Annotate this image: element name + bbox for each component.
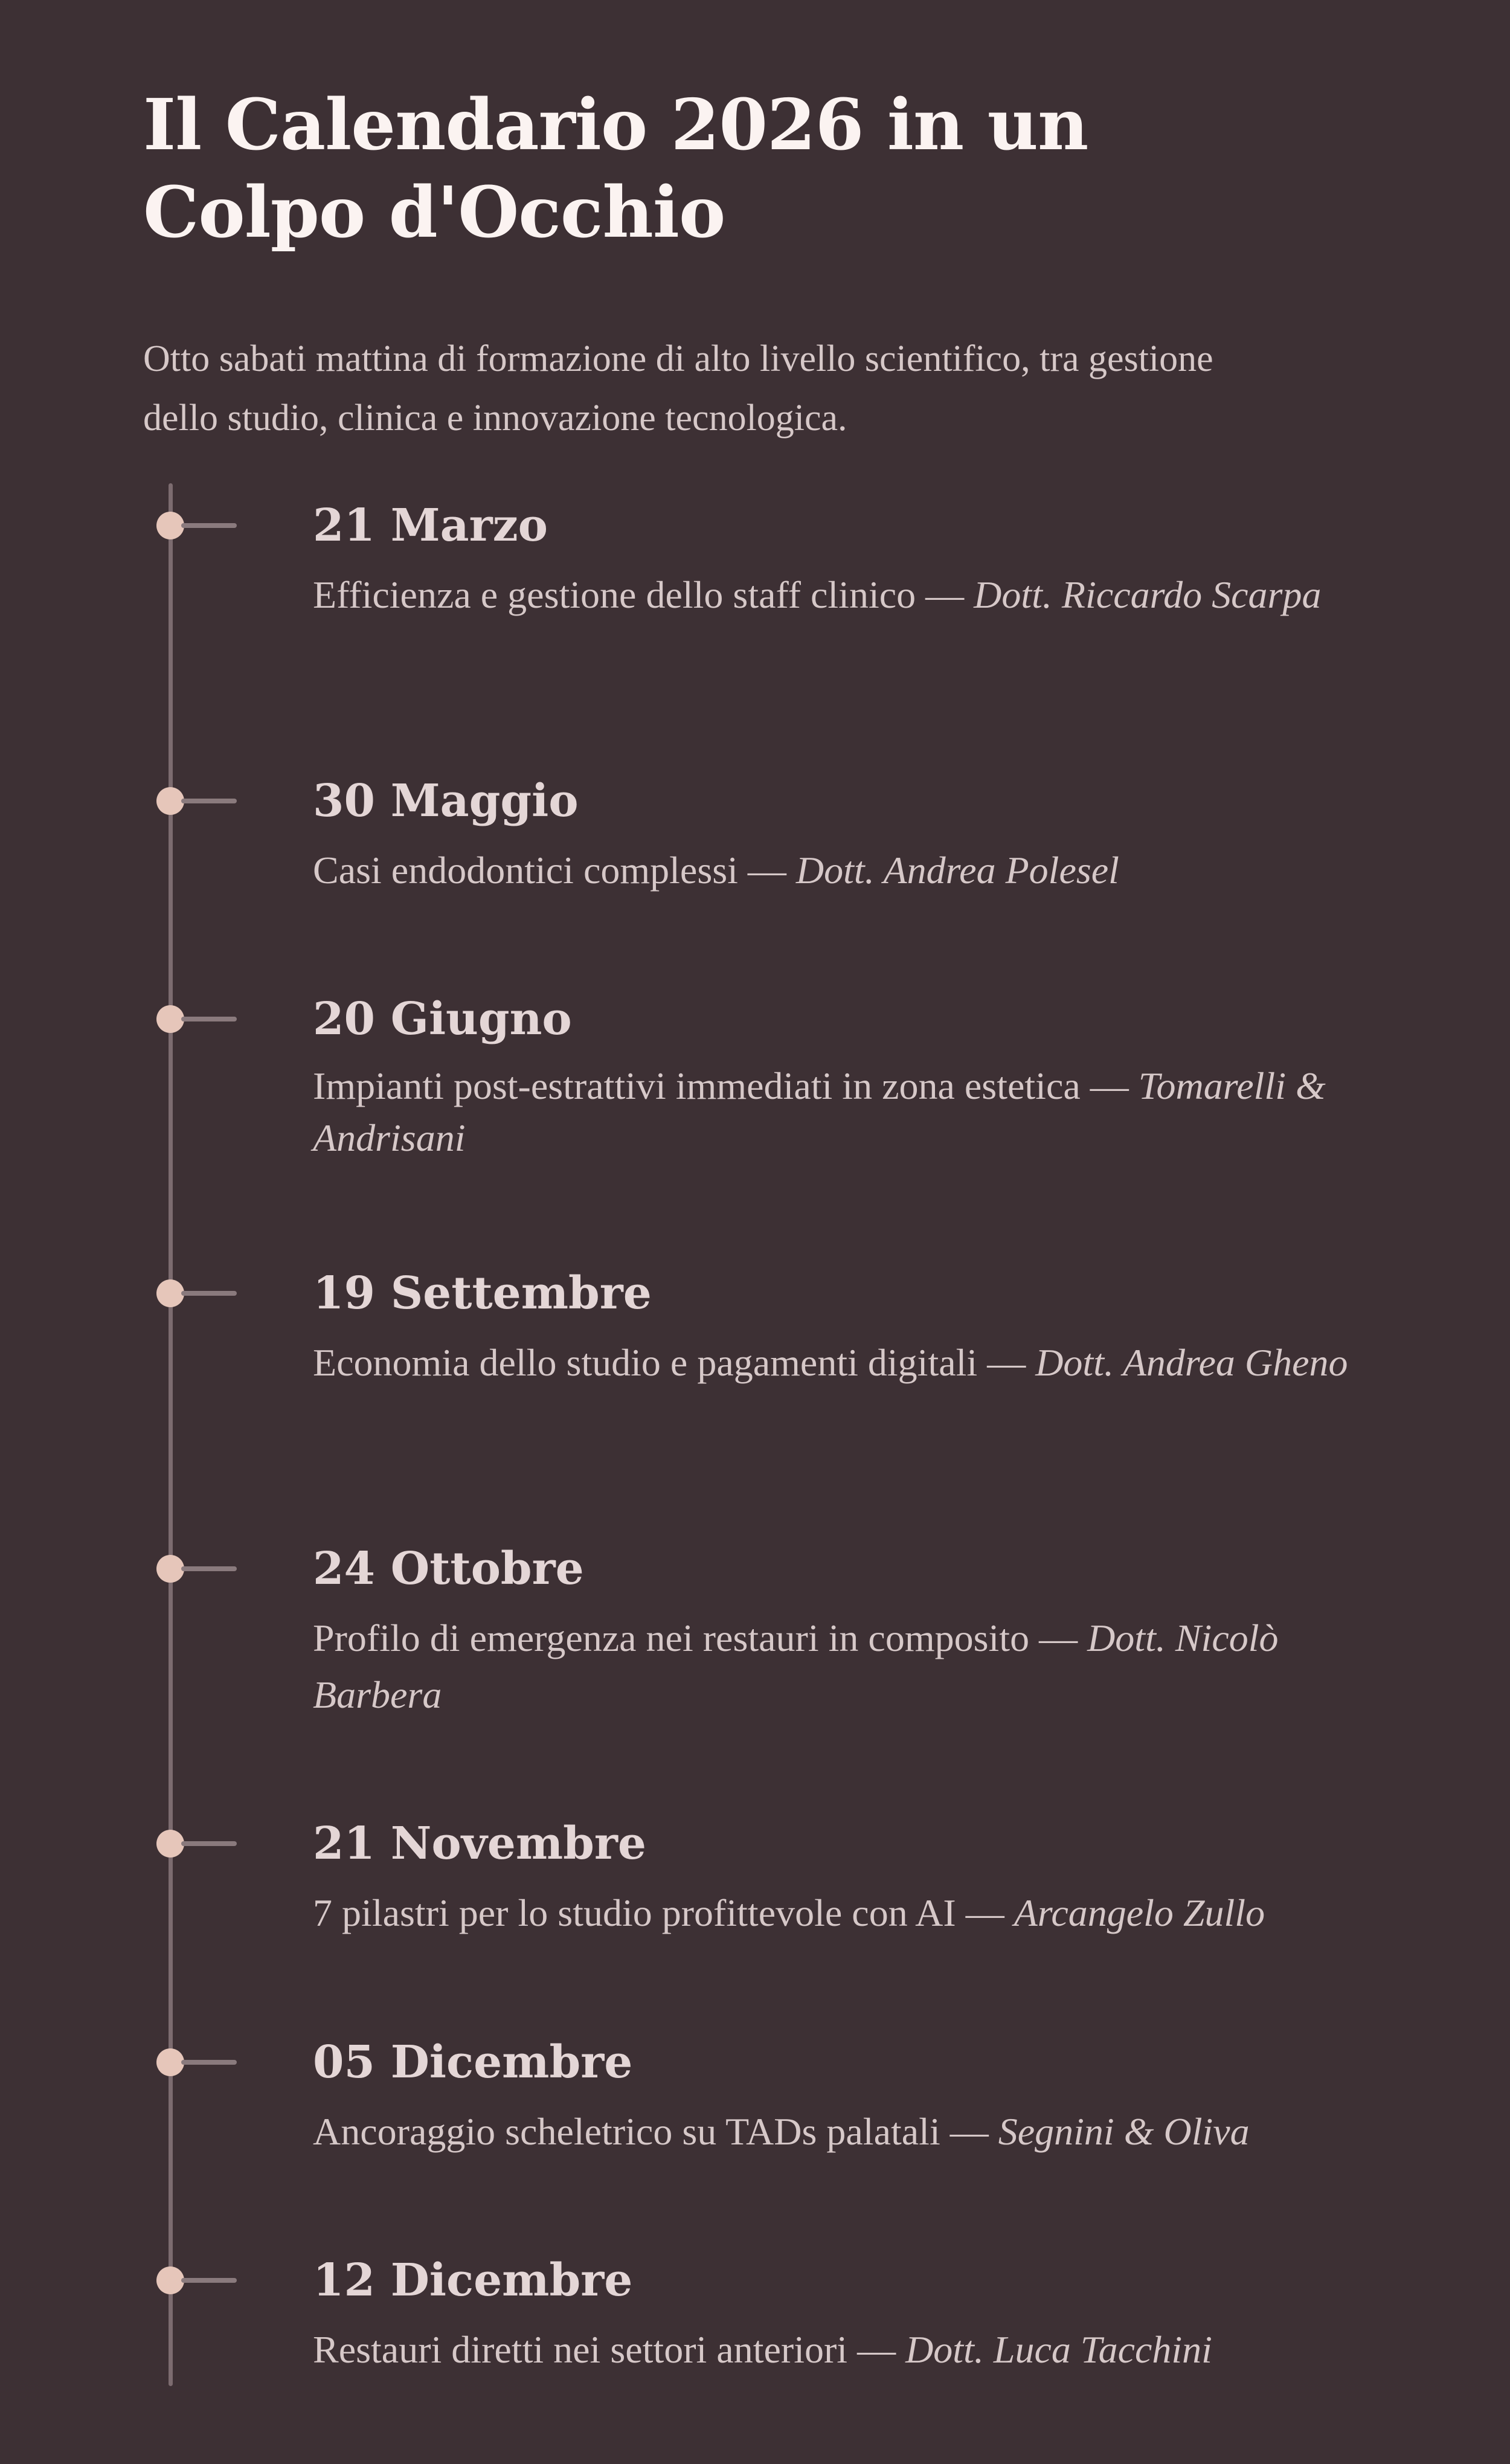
event-date: 05 Dicembre — [313, 2036, 633, 2088]
event-speaker: Dott. Andrea Polesel — [795, 849, 1119, 892]
event-topic: Economia dello studio e pagamenti digitali — [313, 1341, 978, 1384]
event-topic: Profilo di emergenza nei restauri in composito — [313, 1616, 1030, 1659]
event-speaker: Dott. Nicolò Barbera — [313, 1616, 1279, 1716]
intro-text: Otto sabati mattina di formazione di alto livello scientifico, tra gestione dello studio, clinica e innovazione tecnologica. — [143, 338, 1213, 439]
timeline-tick — [181, 1566, 237, 1571]
event-topic: Restauri diretti nei settori anteriori — [313, 2328, 848, 2371]
timeline-line — [169, 483, 173, 2386]
event-topic: Casi endodontici complessi — [313, 849, 738, 892]
event-speaker: Segnini & Oliva — [998, 2110, 1250, 2153]
event-description — [313, 567, 1364, 623]
page-title: Il Calendario 2026 in un Colpo d'Occhio — [143, 84, 1088, 254]
event-description — [313, 2103, 1364, 2160]
event-separator: — — [916, 573, 974, 616]
event-date: 12 Dicembre — [313, 2254, 633, 2306]
timeline-dot — [156, 1830, 184, 1858]
timeline-tick — [181, 1017, 237, 1021]
event-speaker: Tomarelli & Andrisani — [313, 1064, 1326, 1159]
timeline-dot — [156, 1279, 184, 1307]
event-separator: — — [847, 2328, 906, 2371]
timeline-tick — [181, 799, 237, 803]
timeline-dot — [156, 512, 184, 539]
event-separator: — — [940, 2110, 998, 2153]
event-topic: Impianti post-estrattivi immediati in zona estetica — [313, 1064, 1081, 1107]
event-speaker: Dott. Riccardo Scarpa — [974, 573, 1322, 616]
event-description — [313, 2321, 1364, 2378]
event-separator: — — [956, 1891, 1014, 1934]
timeline-tick — [181, 523, 237, 528]
event-separator: — — [1029, 1616, 1088, 1659]
event-topic: 7 pilastri per lo studio profittevole con AI — [313, 1891, 956, 1934]
timeline-tick — [181, 1841, 237, 1846]
event-description — [313, 1885, 1364, 1941]
event-speaker: Dott. Andrea Gheno — [1035, 1341, 1348, 1384]
event-speaker: Arcangelo Zullo — [1014, 1891, 1265, 1934]
event-description — [313, 1610, 1364, 1723]
event-topic: Ancoraggio scheletrico su TADs palatali — [313, 2110, 940, 2153]
timeline-dot — [156, 2266, 184, 2294]
event-date: 20 Giugno — [313, 993, 572, 1045]
event-speaker: Dott. Luca Tacchini — [905, 2328, 1212, 2371]
event-description — [313, 842, 1364, 899]
timeline-tick — [181, 2060, 237, 2065]
event-description — [313, 1060, 1364, 1164]
event-date: 19 Settembre — [313, 1267, 652, 1319]
event-date: 21 Marzo — [313, 500, 548, 552]
timeline-tick — [181, 1291, 237, 1296]
timeline-dot — [156, 1555, 184, 1583]
event-date: 21 Novembre — [313, 1818, 646, 1870]
timeline-dot — [156, 1005, 184, 1033]
event-separator: — — [737, 849, 796, 892]
event-separator: — — [977, 1341, 1036, 1384]
event-date: 24 Ottobre — [313, 1543, 584, 1595]
event-date: 30 Maggio — [313, 775, 579, 827]
event-description — [313, 1334, 1364, 1391]
timeline-dot — [156, 2048, 184, 2076]
timeline-dot — [156, 787, 184, 815]
event-topic: Efficienza e gestione dello staff clinico — [313, 573, 916, 616]
event-separator: — — [1080, 1064, 1139, 1107]
timeline-tick — [181, 2278, 237, 2283]
